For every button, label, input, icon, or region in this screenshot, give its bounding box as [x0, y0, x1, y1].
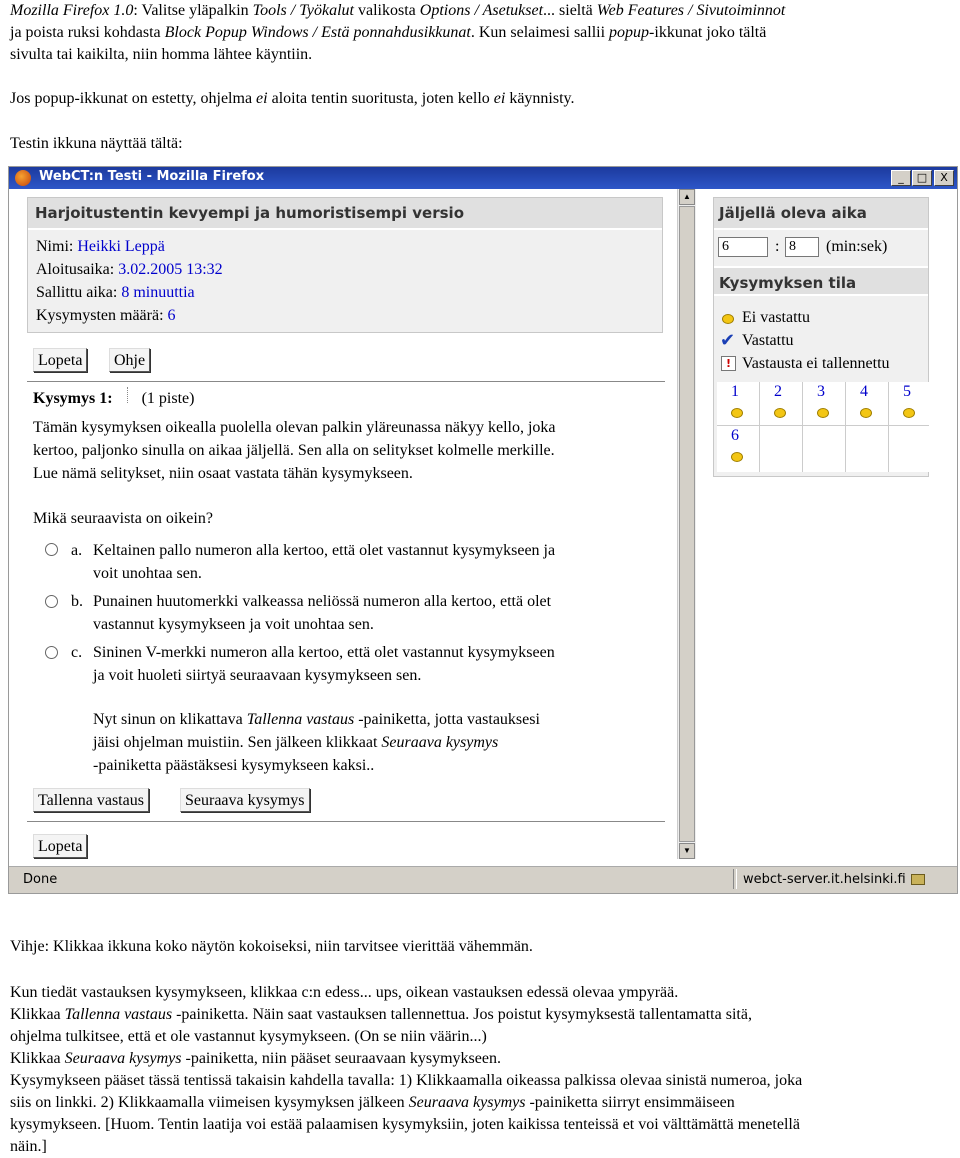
- stop-button[interactable]: Lopeta: [33, 348, 87, 372]
- stop-button-bottom[interactable]: Lopeta: [33, 834, 87, 858]
- question-grid: [717, 382, 929, 472]
- unanswered-dot-icon: [817, 408, 829, 418]
- maximize-button[interactable]: □: [912, 170, 932, 186]
- divider: [27, 821, 665, 822]
- exam-details: [36, 235, 223, 327]
- lock-icon: [911, 874, 925, 885]
- question-text-2: kertoo, paljonko sinulla on aikaa jäljellä. Sen alla on selitykset kolmelle merkille.: [33, 442, 555, 459]
- legend-answered: Vastattu: [742, 332, 794, 349]
- empty-cell: [889, 426, 929, 472]
- next-question-button[interactable]: Seuraava kysymys: [180, 788, 310, 812]
- intro-line-3: sivulta tai kaikilta, niin homma lähtee käyntiin.: [10, 46, 313, 63]
- name-row: Nimi: Heikki Leppä: [36, 238, 165, 255]
- unanswered-dot-icon: [860, 408, 872, 418]
- empty-cell: [760, 426, 802, 472]
- firefox-icon: [15, 170, 31, 186]
- option-c-radio[interactable]: [45, 646, 58, 659]
- window-caption: Testin ikkuna näyttää tältä:: [10, 135, 183, 152]
- window-title: WebCT:n Testi - Mozilla Firefox: [39, 169, 265, 184]
- count-value: 6: [167, 307, 176, 324]
- question-prompt: Mikä seuraavista on oikein?: [33, 510, 213, 527]
- option-a: a. Keltainen pallo numeron alla kertoo, että olet vastannut kysymykseen ja voit unohtaa sen.: [71, 542, 556, 582]
- option-b-radio[interactable]: [45, 595, 58, 608]
- legend-unanswered: Ei vastattu: [742, 309, 810, 326]
- question-link-6[interactable]: 6: [717, 426, 759, 472]
- time-unit: (min:sek): [826, 238, 888, 255]
- minimize-button[interactable]: _: [891, 170, 911, 186]
- allowed-value: 8 minuuttia: [121, 284, 195, 301]
- state-header: Kysymyksen tila: [714, 266, 928, 296]
- help-button[interactable]: Ohje: [109, 348, 150, 372]
- question-link-4[interactable]: 4: [846, 382, 888, 425]
- browser-window-screenshot: [8, 166, 958, 894]
- start-row: Aloitusaika: 3.02.2005 13:32: [36, 261, 223, 278]
- option-a-radio[interactable]: [45, 543, 58, 556]
- instruction-note: Nyt sinun on klikattava Tallenna vastaus -painiketta, jotta vastauksesi jäisi ohjelman muistiin. Sen jälkeen klikkaat Seuraava kysymys -painiketta päästäksesi kysymykseen kaksi..: [93, 711, 540, 774]
- intro-paragraph: [10, 0, 958, 66]
- question-text-3: Lue nämä selitykset, niin osaat vastata tähän kysymykseen.: [33, 465, 413, 482]
- hint-block: Kun tiedät vastauksen kysymykseen, klikkaa c:n edess... ups, oikean vastauksen edessä olevaa ympyrää. Klikkaa Tallenna vastaus -painiketta. Näin saat vastauksen tallennettua. Jos poistut kysymyksestä tallentamatta sitä, ohjelma tulkitsee, että et ole vastannut kysymykseen. (On se niin väärin...) Klikkaa Seuraava kysymys -painiketta, niin pääset seuraavaan kysymykseen. Kysymykseen pääset tässä tentissä takaisin kahdella tavalla: 1) Klikkaamalla oikeassa palkissa olevaa sinistä numeroa, joka siis on linkki. 2) Klikkaamalla viimeisen kysymyksen jälkeen Seuraava kysymys -painiketta siirryt ensimmäiseen kysymykseen. [Huom. Tentin laatija voi estää palaamisen kysymyksiin, joten kaikissa tenteissä et voi välttämättä menetellä näin.]: [10, 984, 803, 1155]
- allowed-row: Sallittu aika: 8 minuuttia: [36, 284, 195, 301]
- unanswered-dot-icon: [731, 452, 743, 462]
- question-header: Kysymys 1: (1 piste): [33, 387, 673, 410]
- unanswered-dot-icon: [903, 408, 915, 418]
- exam-sidebar: Jäljellä oleva aika 6 : 8 (min:sek) Kysymyksen tila Ei vastattu ✔ Vastattu ! Vastausta ei tallennettu 1 2 3 4 5 6: [713, 197, 929, 477]
- status-text: Done: [23, 872, 58, 887]
- popup-note: Jos popup-ikkunat on estetty, ohjelma ei aloita tentin suoritusta, joten kello ei käynnisty.: [10, 90, 575, 107]
- vertical-scrollbar[interactable]: [677, 189, 696, 859]
- time-header: Jäljellä oleva aika: [714, 198, 928, 230]
- scroll-up-icon[interactable]: ▲: [679, 189, 695, 205]
- empty-cell: [803, 426, 845, 472]
- warning-icon: !: [721, 356, 736, 371]
- question-link-2[interactable]: 2: [760, 382, 802, 425]
- exam-title: Harjoitustentin kevyempi ja humoristisempi versio: [28, 198, 662, 230]
- name-value: Heikki Leppä: [77, 238, 165, 255]
- minutes-field: 6: [718, 237, 768, 257]
- unanswered-dot-icon: [731, 408, 743, 418]
- intro-line-1: Mozilla Firefox 1.0: Valitse yläpalkin Tools / Työkalut valikosta Options / Asetukset... sieltä Web Features / Sivutoiminnot: [10, 2, 786, 19]
- divider: [27, 381, 665, 382]
- question-block: [33, 387, 673, 530]
- legend-unsaved: Vastausta ei tallennettu: [742, 355, 890, 372]
- close-button[interactable]: X: [934, 170, 954, 186]
- question-text-1: Tämän kysymyksen oikealla puolella olevan palkin yläreunassa näkyy kello, joka: [33, 419, 556, 436]
- intro-line-2: ja poista ruksi kohdasta Block Popup Windows / Estä ponnahdusikkunat. Kun selaimesi sallii popup-ikkunat joko tältä: [10, 24, 767, 41]
- question-link-5[interactable]: 5: [889, 382, 929, 425]
- page-content: [9, 189, 957, 859]
- hint-fullscreen: Vihje: Klikkaa ikkuna koko näytön kokoiseksi, niin tarvitsee vierittää vähemmän.: [10, 938, 533, 955]
- scroll-thumb[interactable]: [679, 206, 695, 842]
- question-link-1[interactable]: 1: [717, 382, 759, 425]
- unanswered-dot-icon: [774, 408, 786, 418]
- start-value: 3.02.2005 13:32: [118, 261, 223, 278]
- window-titlebar: [9, 167, 957, 189]
- checkmark-icon: ✔: [720, 330, 736, 351]
- scroll-down-icon[interactable]: ▼: [679, 843, 695, 859]
- empty-cell: [846, 426, 888, 472]
- count-row: Kysymysten määrä: 6: [36, 307, 176, 324]
- status-host: webct-server.it.helsinki.fi: [743, 872, 906, 887]
- save-answer-button[interactable]: Tallenna vastaus: [33, 788, 149, 812]
- exam-info-panel: [27, 197, 663, 333]
- question-link-3[interactable]: 3: [803, 382, 845, 425]
- status-bar: [9, 866, 957, 893]
- option-b: b. Punainen huutomerkki valkeassa neliössä numeron alla kertoo, että olet vastannut kysymykseen ja voit unohtaa sen.: [71, 593, 552, 633]
- seconds-field: 8: [785, 237, 819, 257]
- unanswered-dot-icon: [722, 314, 734, 324]
- option-c: c. Sininen V-merkki numeron alla kertoo, että olet vastannut kysymykseen ja voit huoleti siirtyä seuraavaan kysymykseen sen.: [71, 644, 555, 684]
